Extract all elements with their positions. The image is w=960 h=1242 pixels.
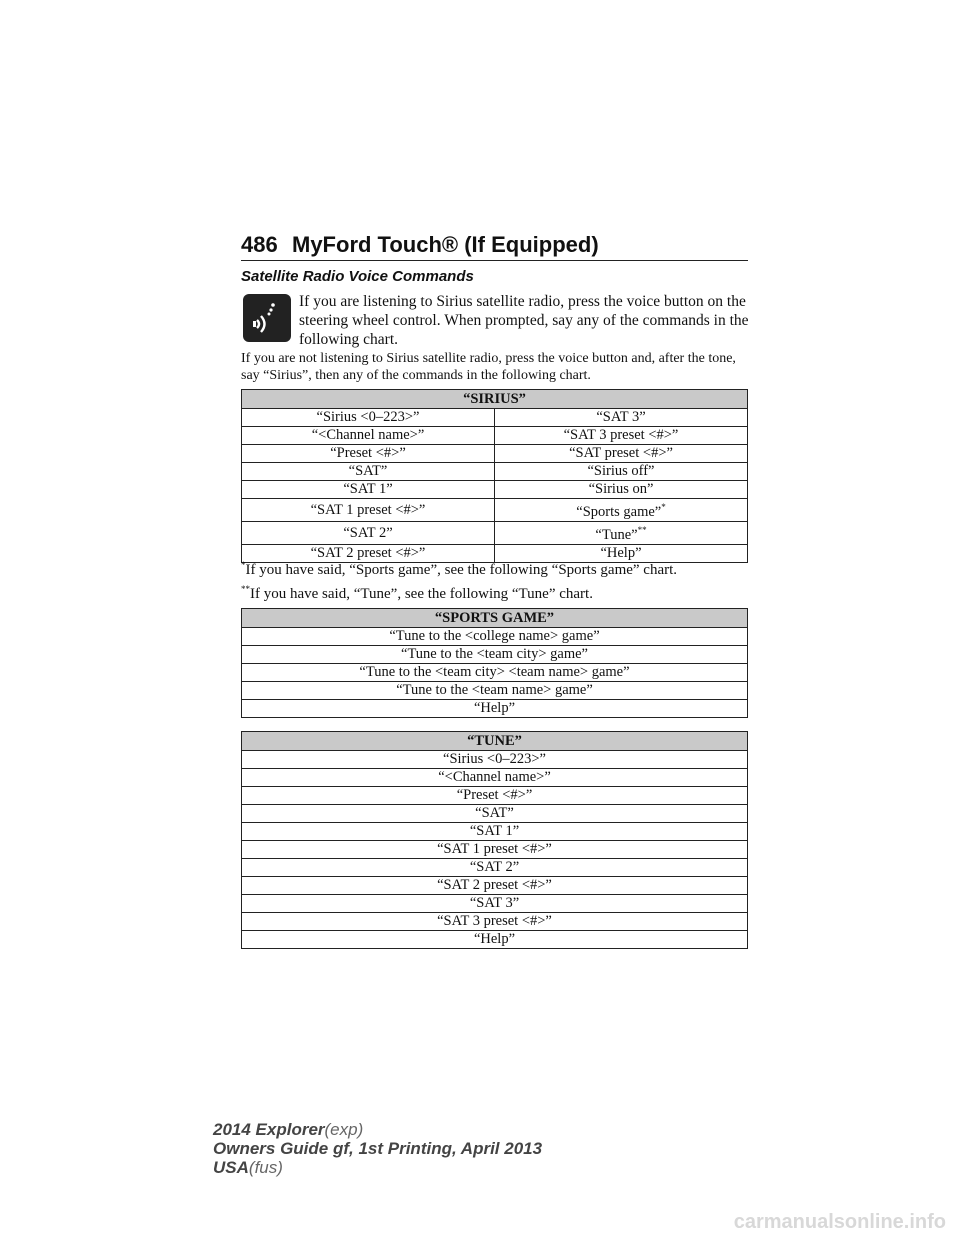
- table-cell: “Tune to the <team city> game”: [242, 646, 748, 664]
- table-cell: “Sirius on”: [495, 481, 748, 499]
- table-cell: “Sirius <0–223>”: [242, 409, 495, 427]
- table-row: [242, 646, 748, 664]
- table-row: [242, 445, 748, 463]
- table-row: [242, 787, 748, 805]
- table-cell: “Preset <#>”: [242, 787, 748, 805]
- table-row: [242, 931, 748, 949]
- tune-table: [241, 731, 748, 949]
- table-row: [242, 522, 748, 545]
- table-row: [242, 664, 748, 682]
- chapter-title: MyFord Touch® (If Equipped): [292, 232, 599, 257]
- table-row: [242, 751, 748, 769]
- page-header: [241, 232, 748, 261]
- table-cell: “SAT 1”: [242, 481, 495, 499]
- table-cell: “Tune to the <team city> <team name> game”: [242, 664, 748, 682]
- table-row: [242, 409, 748, 427]
- footnote-mark: **: [637, 525, 647, 535]
- table-cell: “SAT 3 preset <#>”: [495, 427, 748, 445]
- section-title: Satellite Radio Voice Commands: [241, 268, 474, 285]
- table-row: [242, 769, 748, 787]
- table-cell: “SAT preset <#>”: [495, 445, 748, 463]
- intro-paragraph: If you are listening to Sirius satellite radio, press the voice button on the steering wheel control. When prompted, say any of the commands in the following chart.: [299, 293, 749, 348]
- table-row: [242, 841, 748, 859]
- table-row: [242, 481, 748, 499]
- table-cell: “<Channel name>”: [242, 427, 495, 445]
- table-cell: “SAT 2 preset <#>”: [242, 877, 748, 895]
- table-cell: “Sirius <0–223>”: [242, 751, 748, 769]
- table-cell: “SAT 3 preset <#>”: [242, 913, 748, 931]
- page-number: 486: [241, 232, 278, 257]
- table-cell: “Sports game”*: [495, 499, 748, 522]
- table-row: [242, 913, 748, 931]
- table-cell: “SAT 2”: [242, 859, 748, 877]
- sports-game-table: [241, 608, 748, 718]
- table-row: [242, 628, 748, 646]
- table-cell: “SAT 2 preset <#>”: [242, 545, 495, 563]
- table-row: [242, 859, 748, 877]
- table-cell: “SAT 3”: [242, 895, 748, 913]
- table-cell: “Help”: [495, 545, 748, 563]
- table-row: [242, 427, 748, 445]
- table-cell: “Help”: [242, 931, 748, 949]
- table-cell: “SAT 1 preset <#>”: [242, 841, 748, 859]
- table-row: [242, 499, 748, 522]
- instruction-paragraph: If you are not listening to Sirius satellite radio, press the voice button and, after the tone, say “Sirius”, then any of the commands in the following chart.: [241, 351, 736, 383]
- table-header: “SIRIUS”: [242, 390, 748, 409]
- footer-market: USA: [213, 1158, 249, 1177]
- table-row: [242, 682, 748, 700]
- voice-command-icon: [243, 294, 291, 342]
- table-cell: “SAT 1”: [242, 823, 748, 841]
- table-row: [242, 895, 748, 913]
- table-header: “TUNE”: [242, 732, 748, 751]
- table-cell: “SAT 2”: [242, 522, 495, 545]
- table-row: [242, 877, 748, 895]
- footer-model-code: (exp): [324, 1120, 364, 1139]
- table-cell: “SAT”: [242, 805, 748, 823]
- footer-guide-info: Owners Guide gf, 1st Printing, April 2013: [213, 1139, 543, 1158]
- table-row: [242, 700, 748, 718]
- document-footer: [213, 1120, 542, 1177]
- table-row: [242, 805, 748, 823]
- table-cell: “Preset <#>”: [242, 445, 495, 463]
- table-cell: “SAT 3”: [495, 409, 748, 427]
- table-cell: “Tune”**: [495, 522, 748, 545]
- footnote: *If you have said, “Sports game”, see the following “Sports game” chart.: [241, 560, 678, 578]
- table-row: [242, 463, 748, 481]
- watermark: carmanualsonline.info: [733, 1211, 946, 1233]
- table-cell: “SAT”: [242, 463, 495, 481]
- footnote-mark: *: [661, 502, 666, 512]
- table-cell: “Tune to the <team name> game”: [242, 682, 748, 700]
- table-cell: “Sirius off”: [495, 463, 748, 481]
- table-cell: “Help”: [242, 700, 748, 718]
- table-cell: “SAT 1 preset <#>”: [242, 499, 495, 522]
- table-cell: “<Channel name>”: [242, 769, 748, 787]
- table-cell: “Tune to the <college name> game”: [242, 628, 748, 646]
- footer-model: 2014 Explorer: [213, 1120, 325, 1139]
- footer-market-code: (fus): [248, 1158, 283, 1177]
- footnote: **If you have said, “Tune”, see the following “Tune” chart.: [241, 584, 593, 602]
- table-row: [242, 823, 748, 841]
- sirius-commands-table: [241, 389, 748, 563]
- table-header: “SPORTS GAME”: [242, 609, 748, 628]
